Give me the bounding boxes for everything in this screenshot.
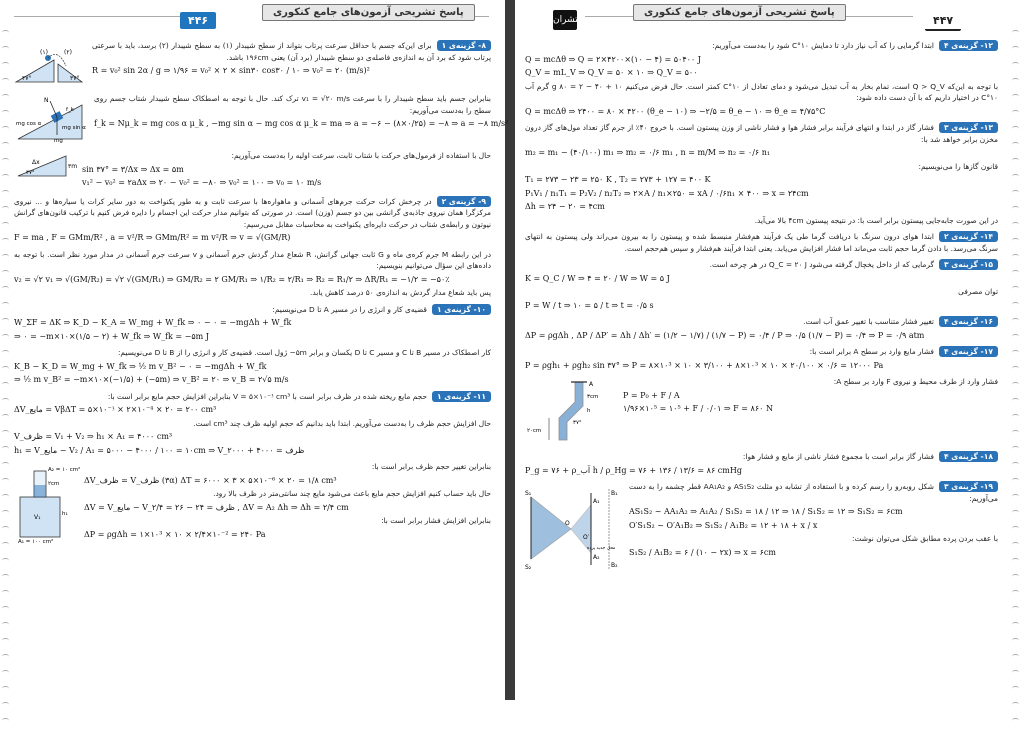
force-label-mg-sin: mg sin α: [62, 125, 86, 131]
solution-text: حال با استفاده از فرمول‌های حرکت با شتاب ثابت، سرعت اولیه را به‌دست می‌آوریم:: [231, 151, 491, 160]
incline-figure: [14, 42, 84, 86]
equation: ΔV_ظرف = V_ظرف (۳α) ΔT = ۶۰۰۰ × ۳ × ۵×۱۰⁻⁶ × ۲۰ = ۱/۸ cm³: [84, 475, 337, 485]
solution-text: حجم مایع ریخته شده در ظرف برابر است با V = ۵×۱۰⁻⁳ cm³ بنابراین افزایش حجم مایع برابر است با:: [107, 391, 427, 401]
solution-15: [525, 259, 998, 311]
solution-19: [525, 481, 998, 575]
page-header-title: پاسخ تشریحی آزمون‌های جامع کنکوری: [633, 4, 846, 21]
solution-8-friction: [14, 93, 509, 145]
solution-text: قضیه‌ی کار و انرژی را در مسیر A تا D می‌نویسیم:: [272, 304, 427, 314]
pipe-top-label: ۳cm: [587, 394, 599, 400]
header-rule-left: [585, 16, 633, 17]
answer-badge-14: ۱۴- گزینه‌ی ۲: [939, 231, 998, 242]
equation: S₁S₂ / A₁B₂ = ۶ / (۱۰ − ۲x) ⇒ x = ۶cm: [629, 547, 776, 557]
equation: ΔP = ρgΔh , ΔP / ΔP′ = Δh / Δh′ = (۱/۲ − ۱/۷) / (۱/۷ − P) = ۰/۴ / P ⇒ ۰/۵ (۱/۷ − P) = ۰/۴ ⇒ P = ۰/۹ atm: [525, 330, 925, 340]
angle-label-2: ۳۷°: [70, 75, 80, 82]
force-label-normal: N: [44, 97, 49, 104]
vessel-figure: [14, 463, 81, 545]
answer-badge-16: ۱۶- گزینه‌ی ۴: [939, 316, 998, 327]
force-label-mg-cos: mg cos α: [16, 121, 42, 127]
solution-text: فشار مایع وارد بر سطح A برابر است با:: [809, 347, 934, 356]
answer-badge-10: ۱۰- گزینه‌ی ۱: [432, 304, 491, 315]
answer-badge-8: ۸- گزینه‌ی ۱: [437, 40, 491, 51]
page-number: ۴۴۶: [180, 12, 216, 29]
solution-9-orbit: [14, 249, 491, 299]
equation: W_ΣF = ΔK ⇒ K_D − K_A = W_mg + W_fk ⇒ ۰ − ۰ = −mgΔh + W_fk: [14, 318, 292, 327]
page-number: ۴۴۷: [925, 12, 961, 31]
aperture-label: O: [565, 520, 570, 527]
solution-text: پس باید شعاع مدار گردش به اندازه‌ی ۵۰ درصد کاهش یابد.: [310, 288, 491, 297]
pipe-figure: [525, 378, 615, 444]
equation: K_B − K_D = W_mg + W_fk ⇒ ½ m v_B² − ۰ = −mgΔh + W_fk: [14, 361, 267, 371]
left-page: [0, 0, 509, 700]
equation: ΔP = ρgΔh = ۱×۱۰³ × ۱۰ × ۲/۴×۱۰⁻² = ۲۴۰ Pa: [84, 529, 266, 539]
incline-label-2: (۲): [64, 49, 72, 56]
surface-a-label: A: [589, 381, 594, 388]
solution-text: فشار گاز برابر است با مجموع فشار ناشی از مایع و فشار هوا:: [742, 452, 934, 461]
angle-label-1: ۳۷°: [22, 75, 32, 82]
equation: K = Q_C / W ⇒ ۴ = ۲۰ / W ⇒ W = ۵ J: [525, 273, 670, 283]
vessel-area-top: A₂ = ۱۰ cm²: [48, 467, 81, 473]
source-bottom-label: S₂: [525, 564, 532, 571]
solution-16: [525, 316, 998, 341]
solution-text: فشار گاز در ابتدا و انتهای فرآیند برابر فشار هوا و فشار ناشی از وزن پیستون است. با خروج ۴۰٪ از جرم گاز تعداد مول‌های گاز درون مخزن برابر خواهد شد با:: [525, 123, 998, 144]
solution-text: حال افزایش حجم ظرف را به‌دست می‌آوریم. ابتدا باید بدانیم که حجم اولیه ظرف چند cm³ است.: [193, 418, 491, 428]
solution-text: بنابراین تغییر حجم ظرف برابر است با:: [371, 462, 491, 471]
solution-8: [14, 40, 491, 88]
solution-text: در این رابطه M جرم کره‌ی ماه و G ثابت جهانی گرانش، R شعاع مدار گردش جرم آسمانی و v سرعت جرم آسمانی در مدار مورد نظر است. با توجه به داده‌های این سؤال می‌توانیم بنویسیم:: [14, 249, 491, 270]
force-label-friction: f_k: [66, 107, 74, 113]
equation: P = W / t ⇒ ۱۰ = ۵ / t ⇒ t = ۰/۵ s: [525, 300, 654, 310]
spiral-binding-right: [1012, 30, 1022, 734]
new-screen-caption: محل جدید پرده: [587, 546, 616, 551]
solution-text: بنابراین افزایش فشار برابر است با:: [381, 516, 491, 525]
solution-text: ابتدا هوای درون سرنگ با دریافت گرما طی یک فرآیند هم‌فشار منبسط شده و پیستون را به بیرون می‌راند ولی پیستون به انتهای سرنگ می‌رسد. با دادن گرما حجم ثابت می‌ماند اما فشار افزایش می‌یابد. یعنی ابتدا فرآیند هم‌فشار و سپس هم‌حجم است.: [525, 232, 998, 253]
solution-text: حال باید حساب کنیم افزایش حجم مایع باعث می‌شود مایع چند سانتی‌متر در ظرف بالا رود.: [213, 489, 491, 498]
equation: ⇒ ۰ = −m×۱۰×(۱/۵ − ۲) + W_fk ⇒ W_fk = −۵m J: [14, 331, 210, 341]
answer-badge-12: ۱۲- گزینه‌ی ۴: [939, 40, 998, 51]
answer-badge-19: ۱۹- گزینه‌ی ۳: [939, 481, 998, 492]
solution-14: [525, 231, 998, 254]
answer-badge-9: ۹- گزینه‌ی ۲: [437, 196, 491, 207]
equation: v₁² − v₀² = ۲aΔx ⇒ ۲۰ − v₀² = −۸۰ ⇒ v₀² = ۱۰۰ ⇒ v₀ = ۱۰ m/s: [82, 178, 322, 187]
equation: m₂ = m₁ − (۴۰/۱۰۰) m₁ ⇒ m₂ = ۰/۶ m₁ , n = m/M ⇒ n₂ = ۰/۶ n₁: [525, 148, 771, 157]
solution-text: فشار وارد از طرف محیط و نیروی F وارد بر سطح A:: [833, 377, 998, 386]
equation: F = ma , F = GMm/R² , a = v²/R ⇒ GMm/R² = m v²/R ⇒ v = √(GM/R): [14, 233, 291, 242]
answer-badge-17: ۱۷- گزینه‌ی ۴: [939, 346, 998, 357]
solution-12: [525, 40, 998, 117]
solution-11: [14, 391, 491, 457]
equation: sin ۳۷° = ۳/Δx ⇒ Δx = ۵m: [82, 164, 184, 174]
new-screen-top-label: B₁: [611, 490, 618, 497]
equation: P_g = ۷۶ + ρ_آب h / ρ_Hg = ۷۶ + ۱۳۶ / ۱۳/۶ = ۸۶ cmHg: [525, 465, 742, 475]
header-rule-left: [14, 16, 189, 17]
solution-8-kinematics: [14, 150, 491, 191]
vessel-height-bottom: h₁: [62, 511, 68, 517]
equation: ۱/۹۶×۱۰⁵ = ۱۰⁵ + F / ۰/۰۱ ⇒ F = ۸۶۰ N: [623, 404, 773, 413]
solution-text: قانون گازها را می‌نویسیم:: [918, 161, 998, 171]
source-top-label: S₁: [525, 490, 532, 497]
equation: R = v₀² sin 2α / g ⇒ ۱/۹۶ = v₀² × ۲ × sin۳۰ cos۳۰ / ۱۰ ⇒ v₀² = ۲۰ (m/s)²: [92, 66, 370, 75]
spiral-binding-left: [2, 30, 12, 734]
pipe-angle-label: ۳۷°: [573, 420, 582, 426]
solution-text: گرمایی که از داخل یخچال گرفته می‌شود Q_C = ۲۰ J در هر چرخه است.: [709, 260, 934, 269]
answer-badge-11: ۱۱- گزینه‌ی ۱: [432, 391, 491, 402]
answer-badge-13: ۱۳- گزینه‌ی ۳: [939, 122, 998, 133]
solution-11-b: [14, 461, 491, 545]
solution-10: [14, 304, 491, 343]
equation: Q_V = mL_V ⇒ Q_V = ۵۰ × ۱۰ ⇒ Q_V = ۵۰۰: [525, 68, 698, 77]
solution-text: در چرخش کرات حرکت جرم‌های آسمانی و ماهواره‌ها با سرعت ثابت و به طور یکنواخت به دور سایر کرات یا سیاره‌ها و ... نیروی مرکزگرا همان نیروی جاذبه‌ی گرانشی بین دو جسم (وزن) است. در صورتی که بتوانیم مدار حرکت این اجسام را دایره فرض کنیم با ترکیب قانون‌های گرانش نیوتون و رابطه‌ی شتاب در حرکت دایره‌ای یکنواخت به محاسبات مقابل می‌رسیم:: [14, 196, 491, 229]
binding-gutter: [505, 0, 515, 700]
height-label: ۳m: [68, 163, 78, 170]
equation: P₁V₁ / n₁T₁ = P₂V₂ / n₂T₂ ⇒ ۲×A / n₁×۲۵۰ = xA / ۰/۶n₁ × ۴۰۰ ⇒ x = ۲۴cm: [525, 188, 809, 198]
solutions-column: [525, 40, 998, 580]
triangle-figure: [14, 152, 78, 180]
answer-badge-18: ۱۸- گزینه‌ی ۴: [939, 451, 998, 462]
equation: P = P₀ + F / A: [623, 390, 680, 400]
hypotenuse-label: Δx: [32, 159, 40, 166]
screen-bottom-label: A₂: [593, 554, 600, 561]
solution-13: [525, 122, 998, 226]
free-body-figure: [14, 95, 86, 143]
equation: ⇒ ½ m v_B² = −m×۱۰×(−۱/۵) + (−۵m) ⇒ v_B² = ۲۰ ⇒ v_B = ۲√۵ m/s: [14, 375, 289, 384]
equation: AS₁S₂ ~ AA₁A₂ ⇒ A₁A₂ / S₁S₂ = ۱۸ / ۱۲ ⇒ ۱۸ / S₁S₂ = ۱۲ ⇒ S₁S₂ = ۶cm: [629, 507, 903, 516]
solution-text: کار اصطکاک در مسیر B تا C و مسیر C تا D یکسان و برابر ۵m− ژول است. قضیه‌ی کار و انرژی را از B تا D می‌نویسیم:: [117, 348, 491, 357]
solution-17: [525, 346, 998, 371]
equation: O′S₁S₂ ~ O′A₁B₂ ⇒ S₁S₂ / A₁B₂ = ۱۲ + ۱۸ + x / x: [629, 520, 818, 530]
solution-text: بنابراین جسم باید سطح شیبدار را با سرعت v₁ = √۲۰ m/s ترک کند. حال با توجه به اصطکاک سطح شیبدار شتاب جسم روی سطح را به‌دست می‌آوریم:: [94, 94, 491, 115]
equation: V_ظرف = V₁ + V₂ ⇒ h₁ × A₁ = ۴۰۰۰ cm³: [14, 432, 173, 441]
right-page: [515, 0, 1024, 700]
vessel-area-bottom: A₁ = ۱۰۰ cm²: [18, 539, 54, 545]
equation: f_k = Nμ_k = mg cos α μ_k , −mg sin α − mg cos α μ_k = ma ⇒ a = −۶ − (۸×۰/۲۵) = −۸ ⇒ a = −۸ m/s²: [94, 119, 509, 128]
pipe-length-label: ۲۰cm: [527, 428, 542, 434]
equation: P = ρgh₁ + ρgh₂ sin ۳۷° ⇒ P = ۸×۱۰³ × ۱۰ × ۳/۱۰۰ + ۸×۱۰³ × ۱۰ × ۲۰/۱۰۰ × ۰/۶ = ۱۲۰۰۰ Pa: [525, 360, 884, 370]
solution-text: برای این‌که جسم با حداقل سرعت پرتاب بتواند از سطح شیبدار (۱) به سطح شیبدار (۲) برسد، باید با سرعتی پرتاب شود که برد آن به اندازه‌ی فاصله‌ی دو سطح شیبدار (برد آن) یعنی ۱۹۶cm باشد.: [92, 41, 491, 62]
solution-9: [14, 196, 491, 244]
solution-text: ابتدا گرمایی را که آب نیاز دارد تا دمایش ۱۰°C شود را به‌دست می‌آوریم:: [712, 41, 934, 50]
solution-text: شکل روبه‌رو را رسم کرده و با استفاده از تشابه دو مثلث AS₁S₂ و AA₁A₂ قطر چشمه را به دست می‌آوریم:: [629, 482, 998, 503]
optics-figure: [525, 483, 621, 573]
equation: Δh = ۲۴ − ۲۰ = ۴cm: [525, 202, 605, 211]
solution-text: تغییر فشار متناسب با تغییر عمق آب است.: [803, 317, 934, 326]
publisher-logo: منتشران: [553, 10, 577, 30]
aperture-prime-label: O′: [583, 534, 590, 541]
force-label-mg: mg: [54, 138, 63, 144]
pipe-height-label: h: [587, 408, 591, 414]
equation: h₁ = V_مایع − V₂ / A₁ = ۵۰۰۰ − ۴۰۰۰ / ۱۰۰ = ۱۰cm ⇒ V_ظرف = ۴۰۰۰ + ۲۰۰۰: [14, 445, 305, 455]
equation: Q = mcΔθ ⇒ ۲۴۰۰ = ۸۰ × ۴۲۰۰ (θ_e − ۱۰) ⇒ −۲/۵ = θ_e − ۱۰ ⇒ θ_e = ۴/۷۵°C: [525, 106, 826, 116]
solution-10-b: [14, 347, 491, 386]
vessel-height-top: ۲cm: [48, 481, 60, 487]
equation: Q = mcΔθ ⇒ Q = ۲×۴۲۰۰×(۱۰ − ۴) = ۵۰۴۰۰ J: [525, 54, 701, 64]
answer-badge-15: ۱۵- گزینه‌ی ۳: [939, 259, 998, 270]
solution-text: توان مصرفی: [958, 287, 998, 296]
new-screen-bottom-label: B₂: [611, 562, 618, 569]
solution-text: در این صورت جابه‌جایی پیستون برابر است با: در نتیجه پیستون ۴cm بالا می‌آید.: [754, 215, 998, 225]
incline-label-1: (۱): [40, 49, 48, 56]
solution-18: [525, 451, 998, 476]
equation: ΔV_مایع = VβΔT = ۵×۱۰⁻⁳ × ۲×۱۰⁻⁴ × ۲۰ = ۲۰۰ cm³: [14, 405, 217, 414]
page-header-title: پاسخ تشریحی آزمون‌های جامع کنکوری: [262, 4, 475, 21]
solution-text: با توجه به این‌که Q > Q_V است، تمام بخار به آب تبدیل می‌شود و دمای تعادل از ۱۰°C کمتر است. حال فرض می‌کنیم g ۸۰ = ۲ − ۴۰ + ۱۰ گرم آب ۱۰°C در اختیار داریم که با آن دست داده شود:: [525, 81, 998, 102]
vessel-volume: V₁: [34, 514, 41, 521]
solution-17-b: [525, 376, 998, 446]
solution-text: با عقب بردن پرده مطابق شکل می‌توان نوشت:: [852, 534, 998, 543]
angle-label: ۳۷°: [26, 170, 35, 176]
equation: v₂ = √۲ v₁ ⇒ √(GM/R₂) = √۲ √(GM/R₁) ⇒ GM/R₂ = ۲ GM/R₁ ⇒ ۱/R₂ = ۲/R₁ ⇒ R₂ = R₁/۲ ⇒ ΔR/R₁ = −۱/۲ = −۵۰٪: [14, 274, 450, 284]
screen-top-label: A₁: [593, 498, 600, 505]
solutions-column: [14, 40, 509, 550]
equation: ΔV = V_مایع − V_ظرف = ۲۴ − ۲۶ = ۲/۴ , ΔV = A₂ Δh ⇒ Δh = ۲/۴ cm: [84, 502, 349, 512]
equation: T₁ = ۲۷۳ − ۲۳ = ۲۵۰ K , T₂ = ۲۷۳ + ۱۲۷ = ۴۰۰ K: [525, 175, 711, 184]
